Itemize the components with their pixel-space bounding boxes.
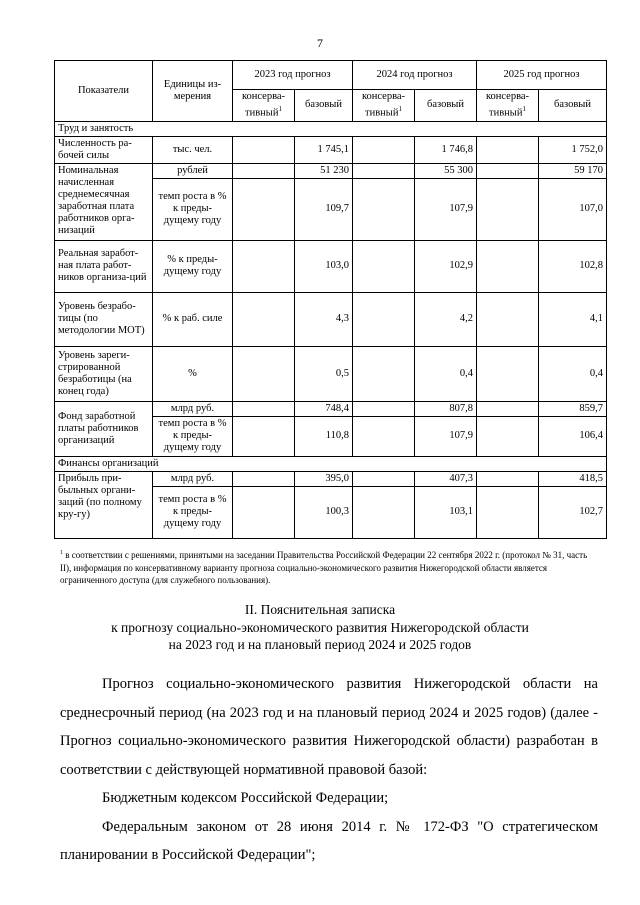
row-label: Уровень безрабо-тицы (по методологии МОТ): [55, 292, 153, 346]
table-row: [55, 240, 607, 292]
value-2024: 4,2: [415, 292, 477, 346]
table-row: [55, 163, 607, 178]
row-unit: % к раб. силе: [153, 292, 233, 346]
paragraph: Федеральным законом от 28 июня 2014 г. № 172-ФЗ "О стратегическом планировании в Российской Федерации";: [60, 818, 598, 863]
value-2023: 109,7: [295, 178, 353, 240]
value-2023: 103,0: [295, 240, 353, 292]
header-row-years: [55, 61, 607, 90]
value-2024: 807,8: [415, 401, 477, 416]
table-row: [55, 471, 607, 486]
section-row-finance: [55, 456, 607, 471]
section-finance: Финансы организаций: [55, 456, 607, 471]
paragraph: Прогноз социально-экономического развития Нижегородской области на среднесрочный период (на 2023 год и на плановый период 2024 и 2025 годов) (далее - Прогноз социально-экономического развития Нижегородской области) разработан в соответствии с действующей нормативной правовой базой:: [60, 676, 598, 778]
row-unit: млрд руб.: [153, 401, 233, 416]
value-2023: 110,8: [295, 416, 353, 456]
table-row: [55, 346, 607, 401]
row-label: Реальная заработ-ная плата работ-ников организа-ций: [55, 240, 153, 292]
value-2024: 1 746,8: [415, 136, 477, 163]
section-labor: Труд и занятость: [55, 121, 607, 136]
value-2025: 418,5: [539, 471, 607, 486]
value-2023: 51 230: [295, 163, 353, 178]
row-label: Численность ра-бочей силы: [55, 136, 153, 163]
value-2025: 0,4: [539, 346, 607, 401]
row-label: Прибыль при-быльных органи-заций (по полному кру-гу): [55, 471, 153, 538]
value-2025: 1 752,0: [539, 136, 607, 163]
section-subtitle-1: к прогнозу социально-экономического развития Нижегородской области: [111, 619, 529, 635]
header-conservative-2025: консерва-тивный$^1$: [477, 90, 539, 122]
row-unit: %: [153, 346, 233, 401]
value-2024: 103,1: [415, 486, 477, 538]
row-unit: рублей: [153, 163, 233, 178]
header-indicators: Показатели: [55, 61, 153, 122]
footnote-text: в соответствии с решениями, принятыми на заседании Правительства Российской Федерации 22 сентября 2022 г. (протокол № 31, часть II), информация по консервативному варианту прогноза социально-экономического развития Нижегородской области является ограниченного доступа (для служебного пользования).: [60, 550, 588, 585]
value-2024: 407,3: [415, 471, 477, 486]
row-unit: % к преды-дущему году: [153, 240, 233, 292]
row-unit: млрд руб.: [153, 471, 233, 486]
header-year-2025: 2025 год прогноз: [477, 61, 607, 90]
value-2025: 59 170: [539, 163, 607, 178]
value-2024: 55 300: [415, 163, 477, 178]
header-units: Единицы из-мерения: [153, 61, 233, 122]
value-2023: 100,3: [295, 486, 353, 538]
header-base-2024: базовый: [415, 90, 477, 122]
value-2025: 102,7: [539, 486, 607, 538]
value-2023: 4,3: [295, 292, 353, 346]
header-conservative-2024: консерва-тивный$^1$: [353, 90, 415, 122]
header-year-2024: 2024 год прогноз: [353, 61, 477, 90]
value-2023: 1 745,1: [295, 136, 353, 163]
row-unit: тыс. чел.: [153, 136, 233, 163]
row-unit: темп роста в % к преды-дущему году: [153, 178, 233, 240]
section-heading: [0, 601, 640, 654]
row-label: Уровень зареги-стрированной безработицы (на конец года): [55, 346, 153, 401]
value-2023: 748,4: [295, 401, 353, 416]
value-2025: 107,0: [539, 178, 607, 240]
header-base-2025: базовый: [539, 90, 607, 122]
header-conservative-2023: консерва-тивный$^1$: [233, 90, 295, 122]
table-row: [55, 401, 607, 416]
header-year-2023: 2023 год прогноз: [233, 61, 353, 90]
value-2025: 102,8: [539, 240, 607, 292]
value-2025: 859,7: [539, 401, 607, 416]
value-2024: 107,9: [415, 178, 477, 240]
value-2023: 0,5: [295, 346, 353, 401]
value-2025: 106,4: [539, 416, 607, 456]
value-2024: 0,4: [415, 346, 477, 401]
value-2024: 102,9: [415, 240, 477, 292]
row-label: Номинальная начисленная среднемесячная заработная плата работников орга-низаций: [55, 163, 153, 240]
section-row-labor: [55, 121, 607, 136]
row-unit: темп роста в % к преды-дущему году: [153, 416, 233, 456]
paragraph: Бюджетным кодексом Российской Федерации;: [102, 790, 389, 806]
body-text: [60, 670, 598, 870]
section-subtitle-2: на 2023 год и на плановый период 2024 и 2025 годов: [168, 637, 472, 652]
footnote: [60, 547, 600, 587]
forecast-table: [54, 60, 607, 539]
footnote-marker: 1: [60, 550, 63, 556]
section-title: II. Пояснительная записка: [244, 602, 396, 617]
table-row: [55, 292, 607, 346]
row-label: Фонд заработной платы работников организаций: [55, 401, 153, 456]
table-row: [55, 136, 607, 163]
value-2023: 395,0: [295, 471, 353, 486]
value-2024: 107,9: [415, 416, 477, 456]
header-base-2023: базовый: [295, 90, 353, 122]
value-2025: 4,1: [539, 292, 607, 346]
page-number: 7: [317, 36, 323, 50]
row-unit: темп роста в % к преды-дущему году: [153, 486, 233, 538]
